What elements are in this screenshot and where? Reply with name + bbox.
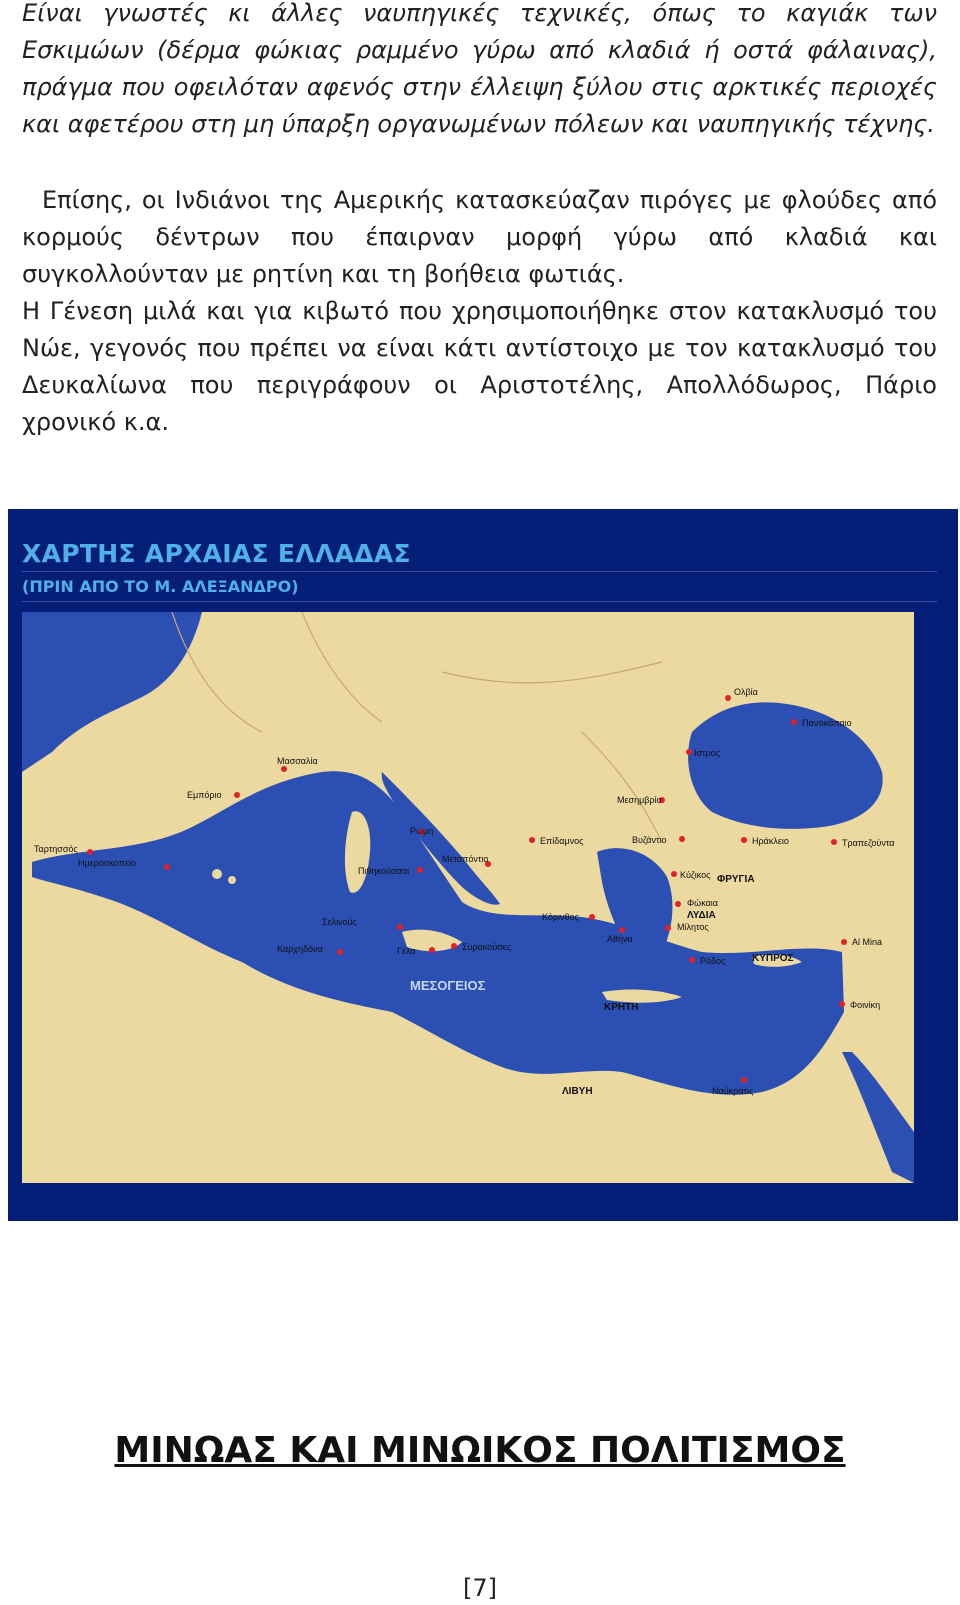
map-label-mesimvria: Μεσημβρία — [617, 795, 662, 805]
map-label-istros: Ιστρος — [694, 748, 721, 758]
map-label-olbia: Ολβία — [734, 687, 758, 697]
city-dot — [689, 957, 695, 963]
ancient-greece-map — [22, 612, 914, 1183]
map-label-kypros: ΚΥΠΡΟΣ — [752, 953, 794, 964]
map-svg — [22, 612, 914, 1183]
city-dot — [589, 914, 595, 920]
city-dot — [741, 1077, 747, 1083]
page-number: [7] — [463, 1574, 497, 1602]
map-label-mesogeios: ΜΕΣΟΓΕΙΟΣ — [410, 978, 486, 993]
map-label-athina: Αθήνα — [607, 934, 633, 944]
map-label-byzantio: Βυζάντιο — [632, 835, 667, 845]
map-label-epidamnos: Επίδαμνος — [540, 836, 584, 846]
subtitle-rule — [22, 601, 937, 602]
map-label-metapontio: Μεταπόντιο — [442, 854, 489, 864]
map-label-pantikapaio: Παντικάπαιο — [802, 718, 852, 728]
city-dot — [234, 792, 240, 798]
city-dot — [417, 867, 423, 873]
map-label-frygia: ΦΡΥΓΙΑ — [717, 874, 755, 885]
city-dot — [429, 947, 435, 953]
balearic-island — [212, 869, 222, 879]
map-title: ΧΑΡΤΗΣ ΑΡΧΑΙΑΣ ΕΛΛΑΔΑΣ — [22, 539, 411, 568]
map-label-pithikoussai: Πιθηκούσσαι — [358, 866, 410, 876]
map-label-selinous: Σελινούς — [322, 917, 357, 927]
map-label-emporio: Εμπόριο — [187, 790, 222, 800]
map-label-trapezounta: Τραπεζούντα — [842, 838, 895, 848]
city-dot — [665, 925, 671, 931]
city-dot — [397, 924, 403, 930]
city-dot — [529, 837, 535, 843]
map-label-lydia: ΛΥΔΙΑ — [687, 910, 716, 921]
section-heading: ΜΙΝΩΑΣ ΚΑΙ ΜΙΝΩΙΚΟΣ ΠΟΛΙΤΙΣΜΟΣ — [114, 1430, 846, 1471]
map-label-livyi: ΛΙΒΥΗ — [562, 1086, 593, 1097]
map-label-rome: Ρώμη — [410, 826, 434, 836]
map-label-massalia: Μασσαλία — [277, 756, 318, 766]
balearic-island — [228, 876, 236, 884]
map-label-korinthos: Κόρινθος — [542, 912, 579, 922]
title-rule — [22, 571, 937, 572]
paragraph-pirogues: Επίσης, οι Ινδιάνοι της Αμερικής κατασκεύαζαν πιρόγες με φλούδες από κορμούς δέντρων που έπαιρναν μορφή γύρω από κλαδιά και συγκολλούνταν με ρητίνη και τη βοήθεια φωτιάς. — [22, 186, 937, 288]
city-dot — [619, 927, 625, 933]
map-label-kriti: ΚΡΗΤΗ — [604, 1002, 639, 1013]
map-label-syrakouses: Συρακούσες — [462, 942, 512, 952]
city-dot — [791, 719, 797, 725]
map-label-kyzikos: Κύζικος — [680, 870, 711, 880]
city-dot — [675, 901, 681, 907]
city-dot — [686, 749, 692, 755]
city-rome — [410, 826, 433, 836]
city-dot — [725, 695, 731, 701]
city-dot — [741, 837, 747, 843]
map-label-naukratis: Ναύκρατις — [712, 1086, 754, 1096]
city-dot — [841, 939, 847, 945]
map-label-gela: Γέλα — [397, 946, 416, 956]
city-dot — [671, 871, 677, 877]
city-dot — [337, 949, 343, 955]
paragraph-kayak: Είναι γνωστές κι άλλες ναυπηγικές τεχνικές, όπως το καγιάκ των Εσκιμώων (δέρμα φώκιας ραμμένο γύρω από κλαδιά ή οστά φάλαινας), πράγμα που οφειλόταν αφενός στην έλλειψη ξύλου στις αρκτικές περιοχές και αφετέρου στη μη ύπαρξη οργανωμένων πόλεων και ναυπηγικής τέχνης. — [22, 0, 937, 138]
map-subtitle: (ΠΡΙΝ ΑΠΟ ΤΟ Μ. ΑΛΕΞΑΝΔΡΟ) — [22, 577, 299, 596]
map-label-imeroskopio: Ημεροσκοπείο — [78, 858, 136, 868]
map-label-fokaia: Φώκαια — [687, 898, 719, 908]
map-label-rodos: Ρόδος — [700, 956, 726, 966]
city-mesimvria — [617, 795, 665, 805]
city-dot — [281, 766, 287, 772]
map-label-irakleio: Ηράκλειο — [752, 836, 789, 846]
city-dot — [87, 849, 93, 855]
map-label-miletos: Μίλητος — [677, 922, 709, 932]
map-label-karchidona: Καρχηδόνα — [277, 944, 323, 954]
city-dot — [831, 839, 837, 845]
map-label-al-mina: Al Mina — [852, 937, 883, 947]
paragraph-genesis: Η Γένεση μιλά και για κιβωτό που χρησιμοποιήθηκε στον κατακλυσμό του Νώε, γεγονός που πρέπει να είναι κάτι αντίστοιχο με τον κατακλυσμό του Δευκαλίωνα που περιγράφουν οι Αριστοτέλης, Απολλόδωρος, Πάριο χρονικό κ.α. — [22, 297, 937, 436]
city-dot — [679, 836, 685, 842]
map-label-foinikia: Φοινίκη — [850, 1000, 881, 1010]
map-label-tartessos: Ταρτησσός — [34, 844, 78, 854]
city-dot — [451, 943, 457, 949]
city-dot — [164, 864, 170, 870]
city-dot — [839, 1001, 845, 1007]
map-figure — [8, 509, 958, 1221]
